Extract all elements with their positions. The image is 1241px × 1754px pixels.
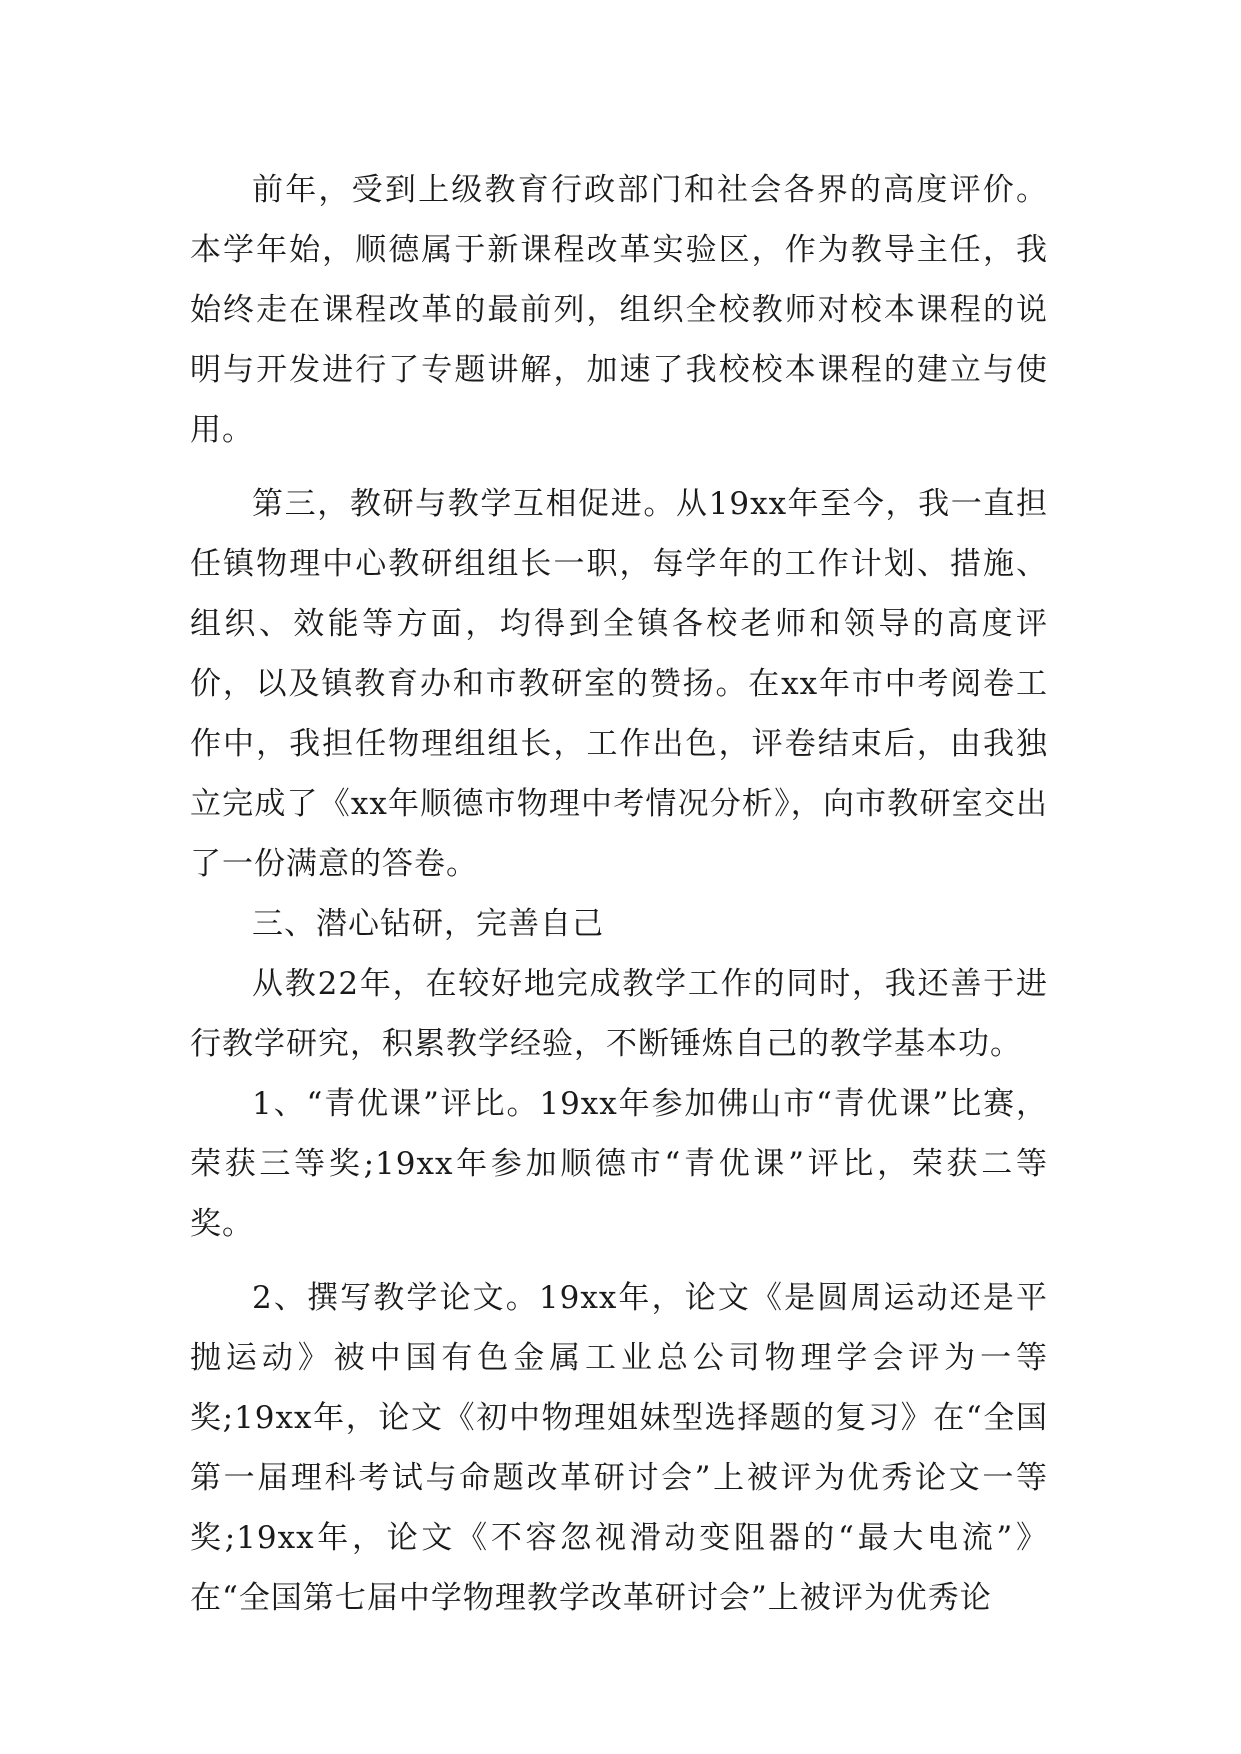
paragraph-paper-awards: 2、撰写教学论文。19xx年，论文《是圆周运动还是平抛运动》被中国有色金属工业总公司物理学会评为一等奖;19xx年，论文《初中物理姐妹型选择题的复习》在“全国第一届理科考试与命题改革研讨会”上被评为优秀论文一等奖;19xx年，论文《不容忽视滑动变阻器的“最大电流”》在“全国第七届中学物理教学改革研讨会”上被评为优秀论 <box>190 1280 1048 1616</box>
paragraph-youth-lesson-awards: 1、“青优课”评比。19xx年参加佛山市“青优课”比赛，荣获三等奖;19xx年参加顺德市“青优课”评比，荣获二等奖。 <box>190 1086 1048 1242</box>
paragraph-teaching-experience: 从教22年，在较好地完成教学工作的同时，我还善于进行教学研究，积累教学经验，不断锤炼自己的教学基本功。 <box>190 966 1048 1062</box>
section-heading-self-improvement: 三、潜心钻研，完善自己 <box>252 906 604 942</box>
document-body <box>190 160 1048 1628</box>
paragraph-course-reform: 前年，受到上级教育行政部门和社会各界的高度评价。本学年始，顺德属于新课程改革实验区，作为教导主任，我始终走在课程改革的最前列，组织全校教师对校本课程的说明与开发进行了专题讲解，加速了我校校本课程的建立与使用。 <box>190 172 1048 448</box>
paragraph-teaching-research: 第三，教研与教学互相促进。从19xx年至今，我一直担任镇物理中心教研组组长一职，每学年的工作计划、措施、组织、效能等方面，均得到全镇各校老师和领导的高度评价，以及镇教育办和市教研室的赞扬。在xx年市中考阅卷工作中，我担任物理组组长，工作出色，评卷结束后，由我独立完成了《xx年顺德市物理中考情况分析》，向市教研室交出了一份满意的答卷。 <box>190 486 1048 882</box>
